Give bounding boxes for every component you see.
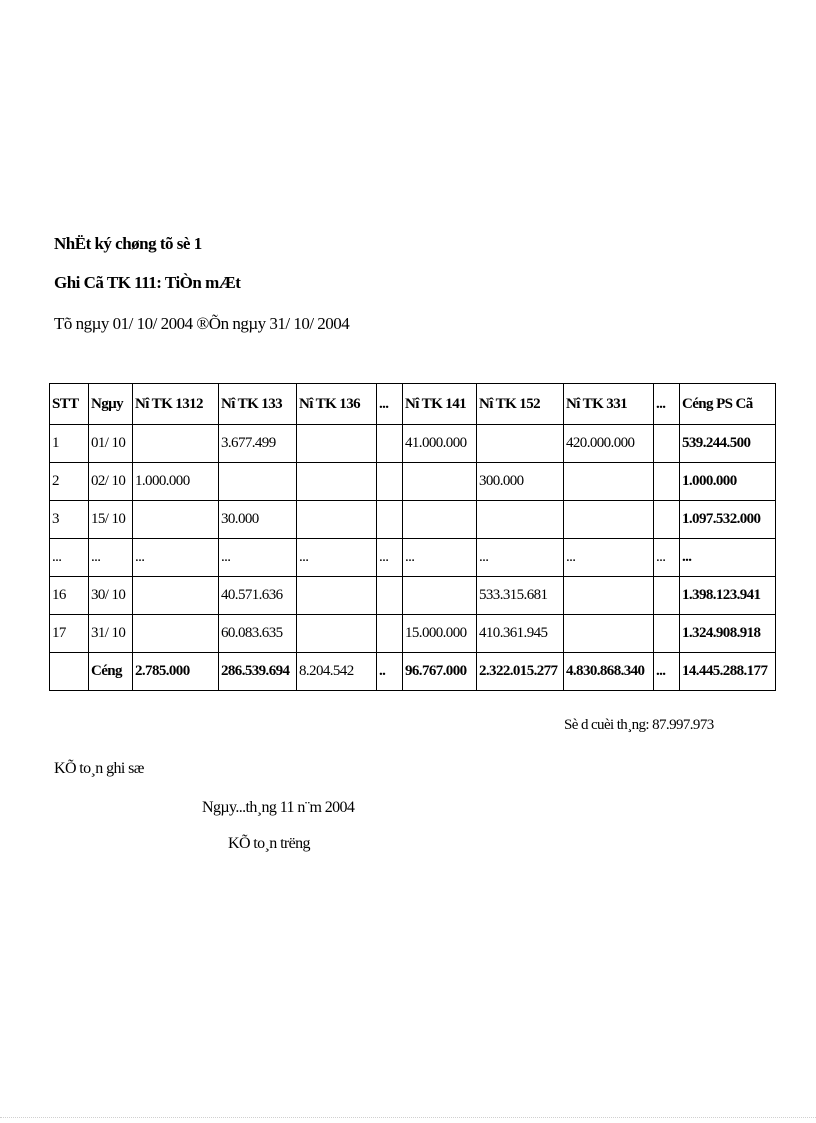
cell-ellipsis-2 — [654, 425, 680, 463]
table-row — [50, 539, 776, 577]
chief-accountant-label: KÕ to¸n trëng — [228, 835, 310, 852]
cell-date: 31/ 10 — [89, 615, 133, 653]
cell-ellipsis-1 — [377, 615, 403, 653]
cell-tk141: ... — [403, 539, 477, 577]
cell-date: 02/ 10 — [89, 463, 133, 501]
cell-tk1312: ... — [133, 539, 219, 577]
cell-stt: 3 — [50, 501, 89, 539]
table-row — [50, 463, 776, 501]
cell-ellipsis-1: ... — [377, 539, 403, 577]
total-tk152: 2.322.015.277 — [477, 653, 564, 691]
cell-tk152 — [477, 501, 564, 539]
cell-tk1312 — [133, 425, 219, 463]
header-tk136: Nî TK 136 — [297, 384, 377, 425]
cell-tk133 — [219, 463, 297, 501]
preparer-label: KÕ to¸n ghi sæ — [54, 760, 144, 777]
cell-ellipsis-1 — [377, 463, 403, 501]
cell-tk331 — [564, 463, 654, 501]
table-row — [50, 577, 776, 615]
total-tk1312: 2.785.000 — [133, 653, 219, 691]
cell-tk152 — [477, 425, 564, 463]
header-tk152: Nî TK 152 — [477, 384, 564, 425]
cell-tk141 — [403, 463, 477, 501]
cell-tk136 — [297, 577, 377, 615]
cell-ellipsis-2 — [654, 577, 680, 615]
cell-date: 01/ 10 — [89, 425, 133, 463]
total-tk141: 96.767.000 — [403, 653, 477, 691]
cell-stt: 1 — [50, 425, 89, 463]
header-date: Ngµy — [89, 384, 133, 425]
cell-tk136: ... — [297, 539, 377, 577]
table-header-row — [50, 384, 776, 425]
total-cell-stt — [50, 653, 89, 691]
cell-stt: 16 — [50, 577, 89, 615]
header-tk141: Nî TK 141 — [403, 384, 477, 425]
cell-tk331: 420.000.000 — [564, 425, 654, 463]
cell-tk133: 3.677.499 — [219, 425, 297, 463]
cell-ellipsis-2 — [654, 615, 680, 653]
cell-tk133: ... — [219, 539, 297, 577]
cell-tk331 — [564, 501, 654, 539]
cell-tk152: 533.315.681 — [477, 577, 564, 615]
cell-tk133: 30.000 — [219, 501, 297, 539]
cell-tk1312: 1.000.000 — [133, 463, 219, 501]
cell-total-credit: 1.398.123.941 — [680, 577, 776, 615]
table-row — [50, 615, 776, 653]
cell-tk136 — [297, 615, 377, 653]
cell-tk1312 — [133, 577, 219, 615]
table-total-row — [50, 653, 776, 691]
cell-tk1312 — [133, 615, 219, 653]
cell-stt: 17 — [50, 615, 89, 653]
total-tk136: 8.204.542 — [297, 653, 377, 691]
cell-total-credit: 1.324.908.918 — [680, 615, 776, 653]
cell-stt: 2 — [50, 463, 89, 501]
total-tk133: 286.539.694 — [219, 653, 297, 691]
cell-tk141 — [403, 501, 477, 539]
header-ellipsis-1: ... — [377, 384, 403, 425]
cell-ellipsis-1 — [377, 577, 403, 615]
cell-ellipsis-1 — [377, 501, 403, 539]
table-row — [50, 501, 776, 539]
cell-stt: ... — [50, 539, 89, 577]
header-stt: STT — [50, 384, 89, 425]
page-bottom-divider — [0, 1117, 816, 1118]
cell-date: 15/ 10 — [89, 501, 133, 539]
cell-tk133: 40.571.636 — [219, 577, 297, 615]
cell-total-credit: 1.000.000 — [680, 463, 776, 501]
ending-balance: Sè d cuèi th¸ng: 87.997.973 — [564, 717, 714, 733]
header-ellipsis-2: ... — [654, 384, 680, 425]
header-tk331: Nî TK 331 — [564, 384, 654, 425]
total-ellipsis-1: .. — [377, 653, 403, 691]
header-tk133: Nî TK 133 — [219, 384, 297, 425]
total-label: Céng — [89, 653, 133, 691]
header-total-credit: Céng PS Cã — [680, 384, 776, 425]
cell-ellipsis-1 — [377, 425, 403, 463]
total-tk331: 4.830.868.340 — [564, 653, 654, 691]
journal-period: Tõ ngµy 01/ 10/ 2004 ®Õn ngµy 31/ 10/ 2004 — [54, 314, 350, 333]
cell-total-credit: 539.244.500 — [680, 425, 776, 463]
cell-date: 30/ 10 — [89, 577, 133, 615]
journal-table — [49, 383, 776, 691]
cell-total-credit: 1.097.532.000 — [680, 501, 776, 539]
journal-title: NhËt ký chøng tõ sè 1 — [54, 234, 202, 253]
cell-tk136 — [297, 463, 377, 501]
cell-tk136 — [297, 501, 377, 539]
cell-total-credit: ... — [680, 539, 776, 577]
cell-date: ... — [89, 539, 133, 577]
cell-tk152: 410.361.945 — [477, 615, 564, 653]
cell-tk133: 60.083.635 — [219, 615, 297, 653]
cell-ellipsis-2 — [654, 501, 680, 539]
journal-subtitle: Ghi Cã TK 111: TiÒn mÆt — [54, 273, 241, 292]
signature-date: Ngµy...th¸ng 11 n¨m 2004 — [202, 799, 355, 816]
cell-tk152: 300.000 — [477, 463, 564, 501]
total-credit-sum: 14.445.288.177 — [680, 653, 776, 691]
cell-tk1312 — [133, 501, 219, 539]
cell-tk141: 41.000.000 — [403, 425, 477, 463]
table-row — [50, 425, 776, 463]
cell-ellipsis-2 — [654, 463, 680, 501]
cell-tk152: ... — [477, 539, 564, 577]
cell-tk331 — [564, 577, 654, 615]
cell-tk331: ... — [564, 539, 654, 577]
total-ellipsis-2: ... — [654, 653, 680, 691]
cell-tk141: 15.000.000 — [403, 615, 477, 653]
cell-tk331 — [564, 615, 654, 653]
cell-ellipsis-2: ... — [654, 539, 680, 577]
cell-tk136 — [297, 425, 377, 463]
header-tk1312: Nî TK 1312 — [133, 384, 219, 425]
cell-tk141 — [403, 577, 477, 615]
